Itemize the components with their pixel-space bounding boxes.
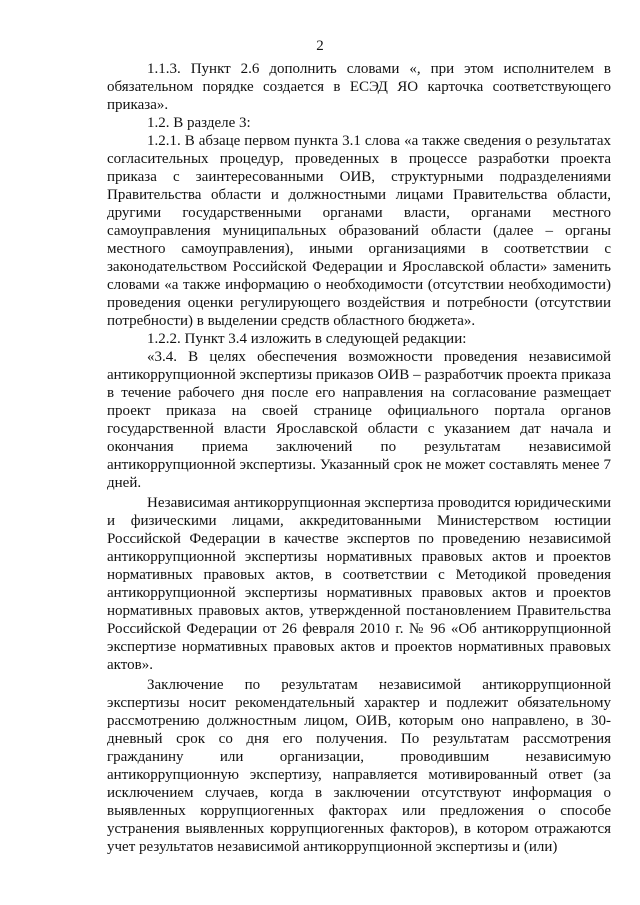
paragraph-3-4: «3.4. В целях обеспечения возможности проведения независимой антикоррупционной экспертизы приказов ОИВ – разработчик проекта приказа в течение рабочего дня после его направления на согласование размещает проект приказа на своей странице официального портала органов государственной власти Ярославской области с указанием дат начала и окончания приема заключений по результатам независимой антикоррупционной экспертизы. Указанный срок не может составлять менее 7 дней.: [107, 349, 611, 491]
paragraph-independent-expertise: Независимая антикоррупционная экспертиза проводится юридическими и физическими лицами, аккредитованными Министерством юстиции Российской Федерации в качестве экспертов по проведению независимой антикоррупционной экспертизы нормативных правовых актов и проектов нормативных правовых актов, в соответствии с Методикой проведения антикоррупционной экспертизы нормативных правовых актов и проектов нормативных правовых актов, утвержденной постановлением Правительства Российской Федерации от 26 февраля 2010 г. № 96 «Об антикоррупционной экспертизе нормативных правовых актов и проектов нормативных правовых актов».: [107, 495, 611, 673]
paragraph-1-1-3: 1.1.3. Пункт 2.6 дополнить словами «, при этом исполнителем в обязательном порядке создается в ЕСЭД ЯО карточка соответствующего приказа».: [107, 61, 611, 113]
paragraph-1-2: 1.2. В разделе 3:: [147, 115, 251, 131]
page-number: 2: [316, 38, 324, 54]
paragraph-1-2-1: 1.2.1. В абзаце первом пункта 3.1 слова «а также сведения о результатах согласительных процедур, проведенных в процессе разработки проекта приказа с заинтересованными ОИВ, структурными подразделениями Правительства области и должностными лицами Правительства области, другими государственными органами власти, органами местного самоуправления муниципальных образований области (далее – органы местного самоуправления), иными организациями в соответствии с законодательством Российской Федерации и Ярославской области» заменить словами «а также информацию о необходимости (отсутствии необходимости) проведения оценки регулирующего воздействия и потребности (отсутствии потребности) в выделении средств областного бюджета».: [107, 133, 611, 329]
document-body: [107, 60, 611, 856]
paragraph-1-2-2: 1.2.2. Пункт 3.4 изложить в следующей редакции:: [147, 331, 467, 347]
paragraph-conclusion: Заключение по результатам независимой антикоррупционной экспертизы носит рекомендательный характер и подлежит обязательному рассмотрению должностным лицом, ОИВ, которым оно направлено, в 30-дневный срок со дня его получения. По результатам рассмотрения гражданину или организации, проводившим независимую антикоррупционную экспертизу, направляется мотивированный ответ (за исключением случаев, когда в заключении отсутствуют информация о выявленных коррупциогенных факторах или предложения о способе устранения выявленных коррупциогенных факторов), в котором отражаются учет результатов независимой антикоррупционной экспертизы и (или): [107, 677, 611, 855]
